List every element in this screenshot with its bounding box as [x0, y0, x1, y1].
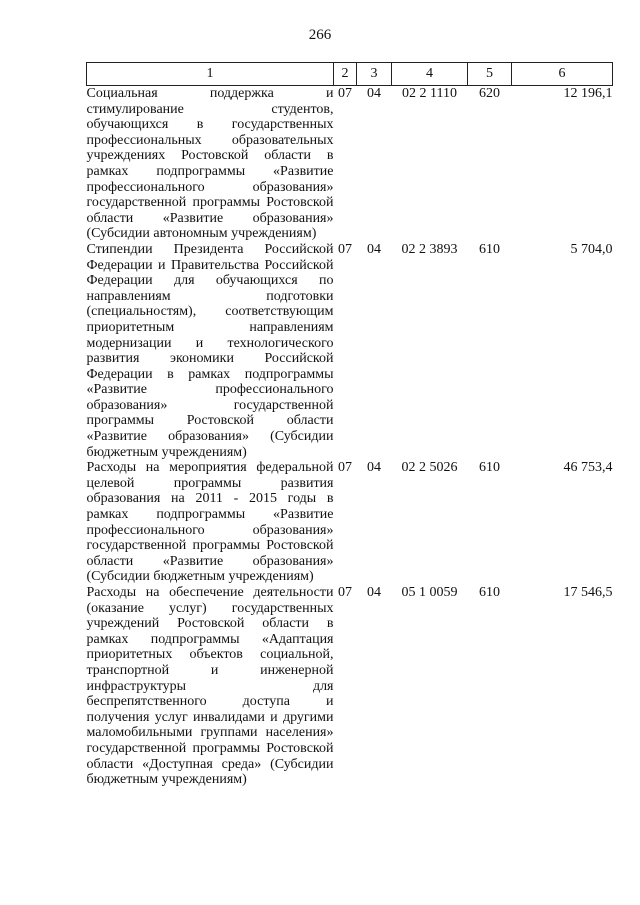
target-article-code: 02 2 5026 — [401, 460, 458, 476]
amount: 5 704,0 — [570, 241, 613, 257]
subsection-code: 04 — [367, 460, 381, 476]
subsection-code: 04 — [367, 241, 381, 257]
expense-name: Расходы на мероприятия федеральной целевой программы развития образования на 2011 - 2015 годы в рамках подпрограммы «Развитие профессионального образования» государственной программы Ростовской области «Развитие образования» (Субсидии бюджетным учреждениям) — [86, 460, 334, 585]
expense-type-code: 610 — [479, 585, 500, 600]
expense-type-code: 610 — [479, 241, 500, 257]
target-article-code: 05 1 0059 — [401, 585, 458, 600]
budget-table — [86, 62, 613, 788]
amount: 12 196,1 — [563, 86, 613, 101]
column-header-6: 6 — [512, 63, 613, 86]
amount: 17 546,5 — [563, 585, 613, 600]
expense-type-code: 620 — [479, 86, 500, 101]
page-number: 266 — [308, 27, 332, 43]
expense-name: Социальная поддержка и стимулирование студентов, обучающихся в государственных профессиональных образовательных учреждениях Ростовской области в рамках подпрограммы «Развитие профессионального образования» государственной программы Ростовской области «Развитие образования» (Субсидии автономным учреждениям) — [86, 86, 334, 242]
expense-type-code: 610 — [479, 460, 500, 476]
subsection-code: 04 — [367, 585, 381, 600]
amount: 46 753,4 — [563, 460, 613, 476]
table-row — [87, 460, 613, 585]
column-header-3: 3 — [357, 63, 392, 86]
table-row — [87, 585, 613, 788]
target-article-code: 02 2 3893 — [401, 241, 458, 257]
target-article-code: 02 2 1110 — [402, 86, 457, 101]
expense-name: Стипендии Президента Российской Федерации и Правительства Российской Федерации для обучающихся по направлениям подготовки (специальностям), соответствующим приоритетным направлениям модернизации и технологического развития экономики Российской Федерации в рамках подпрограммы «Развитие профессионального образования» государственной программы Ростовской области «Развитие образования» (Субсидии бюджетным учреждениям) — [86, 241, 334, 460]
table-header — [87, 63, 613, 86]
section-code: 07 — [338, 460, 352, 476]
column-header-5: 5 — [468, 63, 512, 86]
column-header-4: 4 — [392, 63, 468, 86]
section-code: 07 — [338, 86, 352, 101]
subsection-code: 04 — [367, 86, 381, 101]
column-header-2: 2 — [334, 63, 357, 86]
header-row — [87, 63, 613, 86]
column-header-1: 1 — [87, 63, 334, 86]
table-row — [87, 242, 613, 460]
section-code: 07 — [338, 241, 352, 257]
section-code: 07 — [338, 585, 352, 600]
expense-name: Расходы на обеспечение деятельности (оказание услуг) государственных учреждений Ростовской области в рамках подпрограммы «Адаптация приоритетных объектов социальной, транспортной и инженерной инфраструктуры для беспрепятственного доступа и получения услуг инвалидами и другими маломобильными группами населения» государственной программы Ростовской области «Доступная среда» (Субсидии бюджетным учреждениям) — [86, 585, 334, 788]
table-row — [87, 86, 613, 242]
